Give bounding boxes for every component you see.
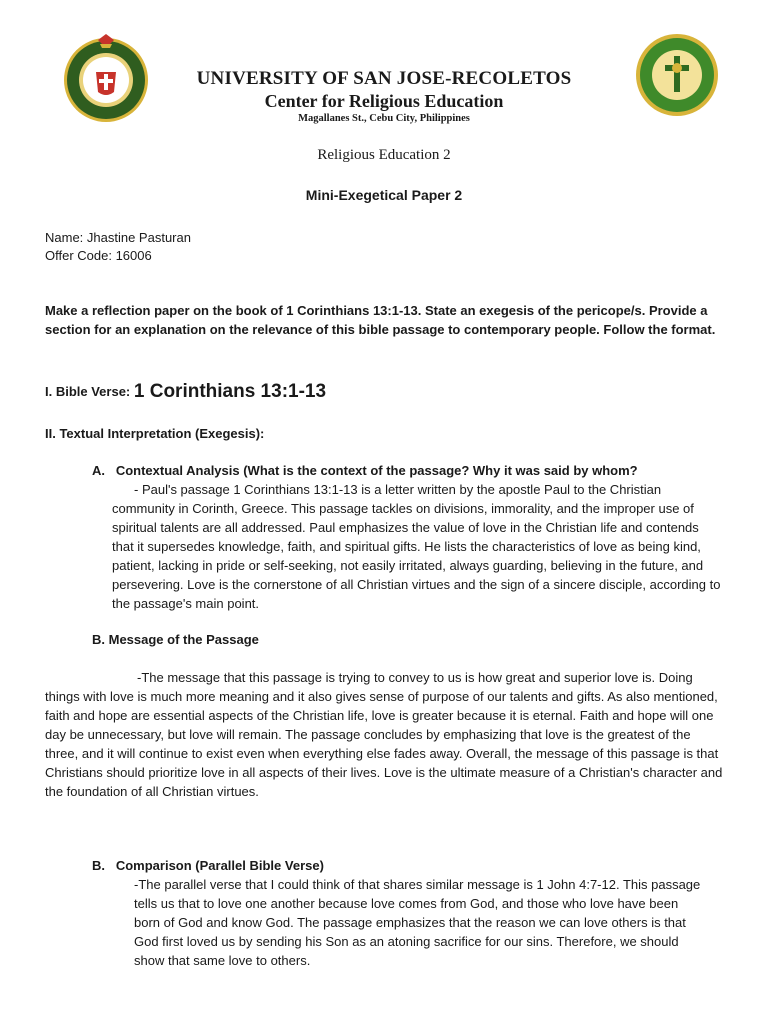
message-heading: B. Message of the Passage [92,632,259,647]
offer-code: Offer Code: 16006 [45,248,152,263]
course-title: Religious Education 2 [317,147,451,163]
contextual-analysis-body: - Paul's passage 1 Corinthians 13:1-13 is a letter written by the apostle Paul to the Christian community in Corinth, Greece. This passage tackles on divisions, immorality, and the improper use of spiritual talents are all addressed. Paul emphasizes the value of love in the Christian life and contends that it supersedes knowledge, faith, and spiritual gifts. He lists the characteristics of love as being kind, patient, lacking in pride or self-seeking, not easily irritated, always guarding, believing in the future, and persevering. Love is the cornerstone of all Christian virtues and the sign of a sincere disciple, according to the passage's main point. [112,482,721,611]
comparison-heading: B. Comparison (Parallel Bible Verse) [92,858,324,873]
student-name: Name: Jhastine Pasturan [45,230,191,245]
university-name: UNIVERSITY OF SAN JOSE-RECOLETOS [196,68,572,89]
address: Magallanes St., Cebu City, Philippines [298,113,470,124]
religious-center-seal-logo [634,32,720,118]
center-name: Center for Religious Education [264,91,504,111]
message-body: -The message that this passage is trying to convey to us is how great and superior love is. Doing things with love is much more meaning and it also gives sense of purpose of our talents and gifts. As also mentioned, faith and hope are essential aspects of the Christian life, love is greater because it is eternal. Faith and hope will one day be unnecessary, but love will remain. The passage concludes by emphasizing that love is the greatest of the three, and it will continue to exist even when everything else fades away. Overall, the message of this passage is that Christians should prioritize love in all aspects of their lives. Love is the ultimate measure of a Christian's character and the foundation of all Christian virtues. [45,670,723,799]
bible-verse-label: I. Bible Verse: [45,384,134,399]
bible-verse-reference: 1 Corinthians 13:1-13 [133,381,327,402]
comparison-body: -The parallel verse that I could think of that shares similar message is 1 John 4:7-12. This passage tells us that to love one another because love comes from God, and those who love have been born of God and know God. The passage emphasizes that the reason we can love others is that God first loved us by sending his Son as an atoning sacrifice for our sins. Therefore, we should show that same love to others. [134,877,701,968]
instructions: Make a reflection paper on the book of 1 Corinthians 13:1-13. State an exegesis of the pericope/s. Provide a section for an explanation on the relevance of this bible passage to contemporary people. Follow the format. [45,303,716,337]
paper-title: Mini-Exegetical Paper 2 [305,187,463,203]
contextual-analysis-heading: A. Contextual Analysis (What is the context of the passage? Why it was said by whom? [92,463,638,478]
section-bible-verse [45,382,326,401]
university-seal-logo [60,32,152,124]
section-exegesis-heading: II. Textual Interpretation (Exegesis): [45,426,265,441]
